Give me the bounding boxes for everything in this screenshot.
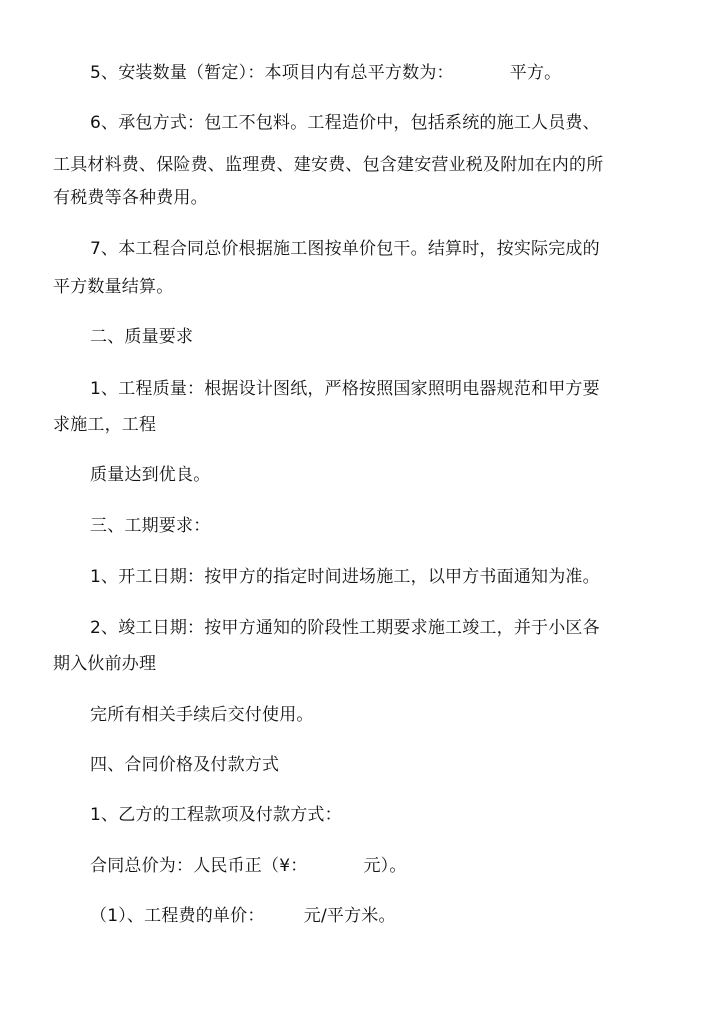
text-line-engineering-quality-cont: 求施工，工程	[53, 415, 157, 435]
text-line-payment-method: 1、乙方的工程款项及付款方式：	[90, 805, 342, 825]
text-line-contract-method-cont2: 有税费等各种费用。	[53, 188, 208, 208]
text-line-unit-price: （1）、工程费的单价： 元/平方米。	[90, 906, 396, 926]
text-line-handover: 完所有相关手续后交付使用。	[90, 705, 314, 725]
text-line-total-price-cont: 平方数量结算。	[53, 277, 174, 297]
section-heading-price-payment: 四、合同价格及付款方式	[90, 755, 280, 775]
text-line-quality-excellent: 质量达到优良。	[90, 465, 211, 485]
section-heading-quality: 二、质量要求	[90, 327, 194, 347]
text-line-contract-total: 合同总价为：人民币正（¥： 元）。	[90, 856, 407, 876]
section-heading-schedule: 三、工期要求：	[90, 516, 211, 536]
text-line-contract-method: 6、承包方式：包工不包料。工程造价中，包括系统的施工人员费、	[90, 113, 600, 133]
text-line-engineering-quality: 1、工程质量：根据设计图纸，严格按照国家照明电器规范和甲方要	[90, 379, 600, 399]
text-line-completion-date: 2、竣工日期：按甲方通知的阶段性工期要求施工竣工，并于小区各	[90, 618, 600, 638]
text-line-completion-date-cont: 期入伙前办理	[53, 654, 157, 674]
text-line-contract-method-cont1: 工具材料费、保险费、监理费、建安费、包含建安营业税及附加在内的所	[53, 155, 604, 175]
text-line-start-date: 1、开工日期：按甲方的指定时间进场施工，以甲方书面通知为准。	[90, 567, 600, 587]
text-line-installation-quantity: 5、安装数量（暂定）：本项目内有总平方数为： 平方。	[90, 63, 562, 83]
text-line-total-price: 7、本工程合同总价根据施工图按单价包干。结算时，按实际完成的	[90, 239, 600, 259]
